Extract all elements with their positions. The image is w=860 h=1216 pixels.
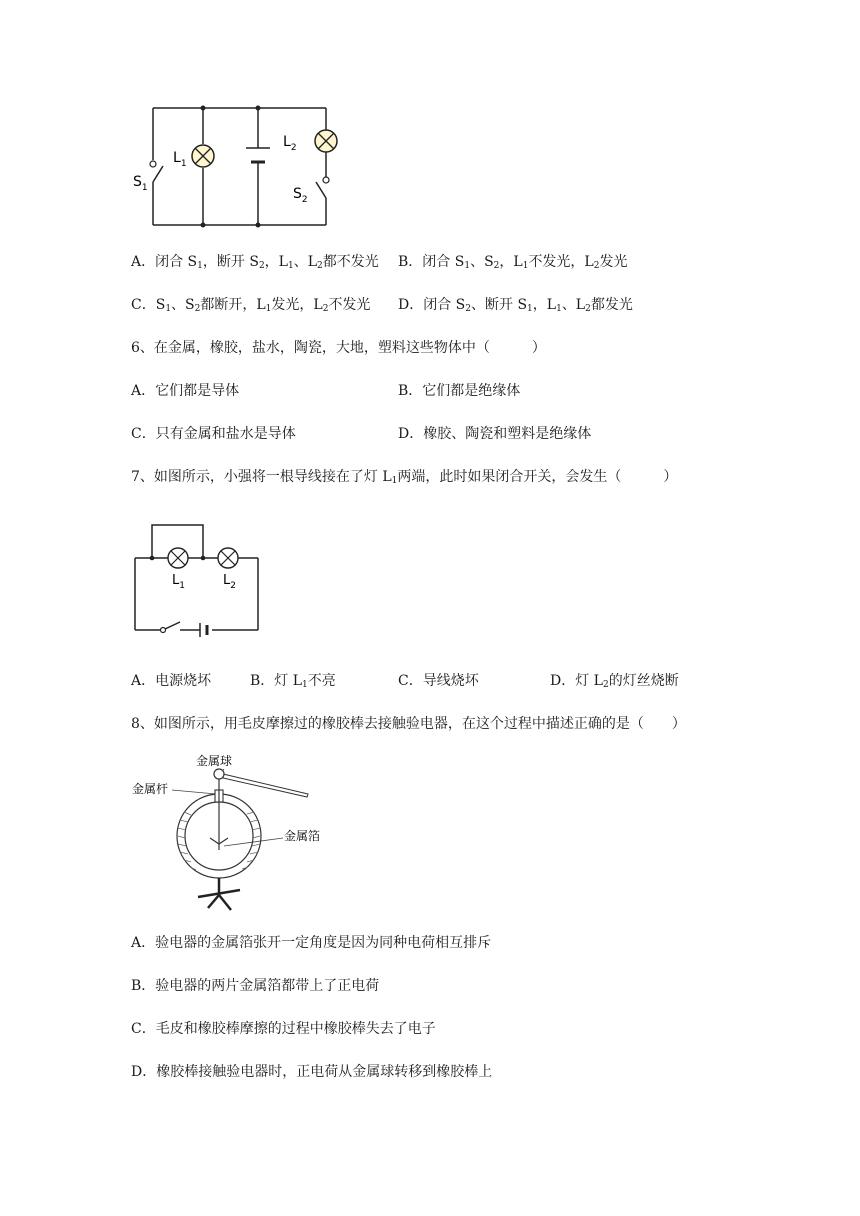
q6-option-c[interactable]: C．只有金属和盐水是导体 bbox=[131, 426, 296, 442]
q6-stem: 6、在金属，橡胶，盐水，陶瓷，大地，塑料这些物体中（ ） bbox=[131, 340, 546, 356]
q5-option-b[interactable]: B．闭合 $S_1$、$S_2$，$L_1$不发光，$L_2$发光 bbox=[398, 254, 628, 271]
switch-s1 bbox=[150, 161, 163, 182]
rubber-rod bbox=[223, 774, 308, 797]
q6-option-d[interactable]: D．橡胶、陶瓷和塑料是绝缘体 bbox=[398, 426, 592, 442]
q7-stem: 7、如图所示，小强将一根导线接在了灯 $L_1$两端，此时如果闭合开关，会发生（ ） bbox=[131, 469, 678, 486]
q7-circuit-diagram bbox=[130, 520, 265, 640]
label-l1: $L_1$ bbox=[172, 573, 185, 591]
q5-option-c[interactable]: C．$S_1$、$S_2$都断开，$L_1$发光，$L_2$不发光 bbox=[131, 297, 371, 314]
lamp-l2 bbox=[218, 548, 238, 568]
label-s1: $S_1$ bbox=[133, 174, 148, 193]
q7-option-b[interactable]: B．灯 $L_1$不亮 bbox=[250, 673, 336, 690]
stand bbox=[198, 878, 240, 910]
switch-s2 bbox=[316, 177, 329, 198]
q6-option-b[interactable]: B．它们都是绝缘体 bbox=[398, 383, 521, 399]
q8-option-a[interactable]: A．验电器的金属箔张开一定角度是因为同种电荷相互排斥 bbox=[131, 935, 492, 951]
q5-option-d[interactable]: D．闭合 $S_2$、断开 $S_1$，$L_1$、$L_2$都发光 bbox=[398, 297, 633, 314]
metal-ball bbox=[214, 769, 224, 779]
q8-stem: 8、如图所示，用毛皮摩擦过的橡胶棒去接触验电器，在这个过程中描述正确的是（ ） bbox=[131, 716, 686, 732]
q5-option-a[interactable]: A．闭合 $S_1$，断开 $S_2$，$L_1$、$L_2$都不发光 bbox=[131, 254, 379, 271]
q8-option-b[interactable]: B．验电器的两片金属箔都带上了正电荷 bbox=[131, 978, 380, 994]
q8-option-c[interactable]: C．毛皮和橡胶棒摩擦的过程中橡胶棒失去了电子 bbox=[131, 1021, 436, 1037]
label-s2: $S_2$ bbox=[293, 186, 308, 205]
q7-option-d[interactable]: D．灯 $L_2$的灯丝烧断 bbox=[550, 673, 679, 690]
q7-option-c[interactable]: C．导线烧坏 bbox=[398, 673, 479, 689]
switch bbox=[161, 622, 181, 633]
lamp-l2 bbox=[315, 130, 337, 152]
q5-circuit-diagram bbox=[128, 100, 338, 235]
label-l1: $L_1$ bbox=[173, 150, 187, 169]
q7-option-a[interactable]: A．电源烧坏 bbox=[131, 673, 212, 689]
label-metal-rod: 金属杆 bbox=[132, 782, 169, 796]
q8-electroscope-diagram bbox=[128, 750, 328, 915]
lamp-l1 bbox=[192, 145, 214, 167]
battery bbox=[200, 623, 207, 637]
label-metal-ball: 金属球 bbox=[196, 754, 233, 768]
battery bbox=[246, 148, 270, 162]
label-metal-foil: 金属箔 bbox=[284, 829, 321, 843]
label-l2: $L_2$ bbox=[283, 134, 297, 153]
label-l2: $L_2$ bbox=[223, 573, 236, 591]
q8-option-d[interactable]: D．橡胶棒接触验电器时，正电荷从金属球转移到橡胶棒上 bbox=[131, 1064, 493, 1080]
lamp-l1 bbox=[168, 548, 188, 568]
q6-option-a[interactable]: A．它们都是导体 bbox=[131, 383, 240, 399]
